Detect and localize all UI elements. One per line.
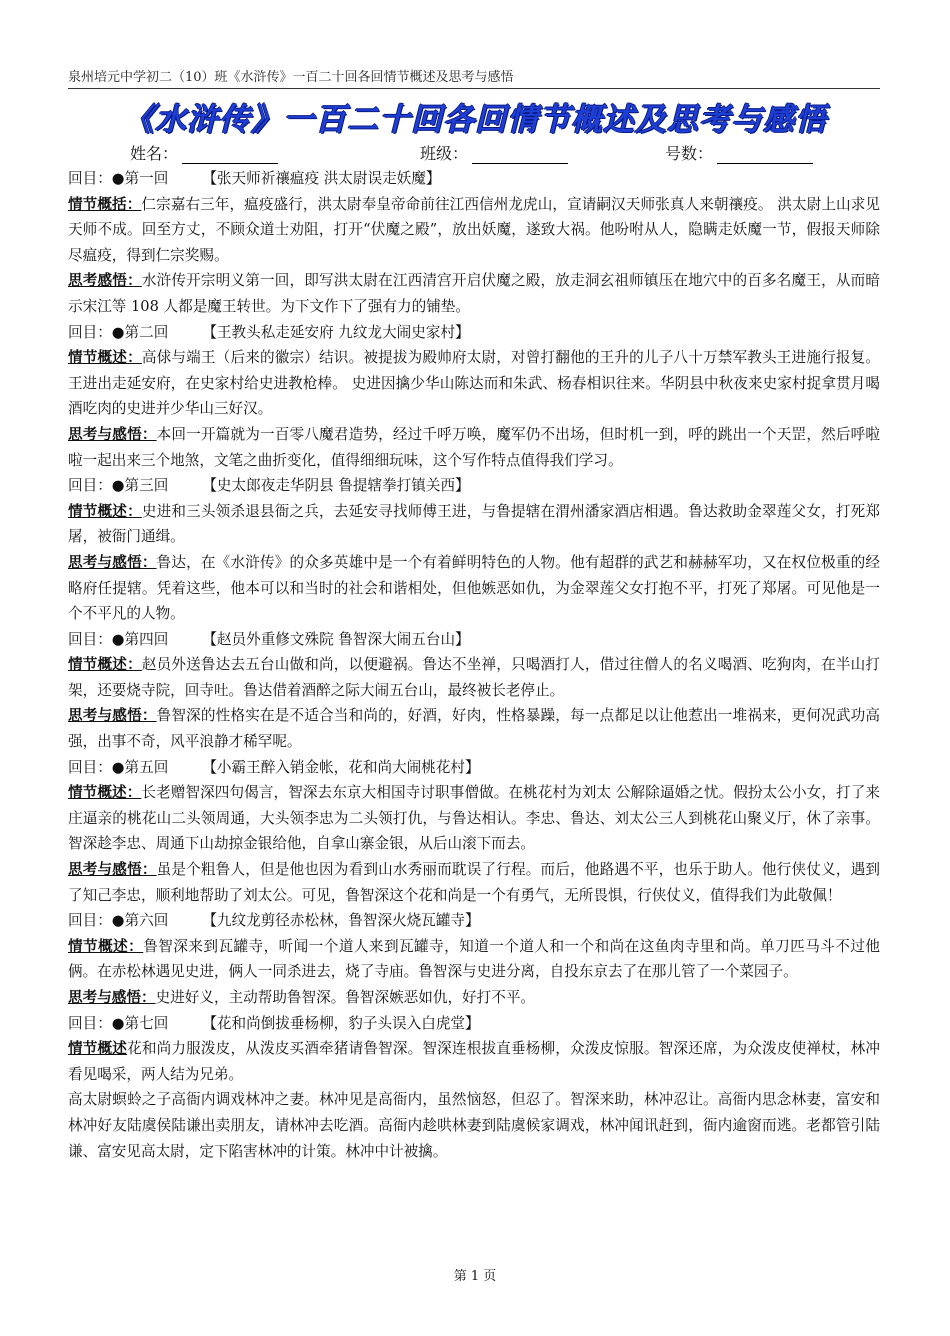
chapter-block bbox=[68, 1011, 880, 1165]
chapter-number: 回目：●第一回 bbox=[68, 170, 169, 187]
chapter-list bbox=[68, 166, 880, 1164]
summary-label: 情节概述： bbox=[68, 656, 142, 674]
chapter-number: 回目：●第三回 bbox=[68, 477, 169, 495]
reflection-label: 思考感悟： bbox=[68, 272, 142, 290]
chapter-reflection bbox=[68, 422, 880, 473]
chapter-heading bbox=[68, 755, 880, 781]
chapter-summary bbox=[68, 652, 880, 703]
reflection-label: 思考与感悟： bbox=[68, 861, 157, 879]
chapter-number: 回目：●第四回 bbox=[68, 630, 169, 648]
chapter-title: 【九纹龙剪径赤松林，鲁智深火烧瓦罐寺】 bbox=[202, 912, 480, 930]
chapter-title: 【赵员外重修文殊院 鲁智深大闹五台山】 bbox=[202, 630, 470, 648]
chapter-summary-continued: 高太尉螟蛉之子高衙内调戏林冲之妻。林冲见是高衙内，虽然恼怒，但忍了。智深来助，林冲忍让。高衙内思念林妻，富安和林冲好友陆虞侯陆谦出卖朋友，请林冲去吃酒。高衙内趁哄林妻到陆虞候家调戏，林冲闻讯赶到，衙内逾窗而逃。老都管引陆谦、富安见高太尉，定下陷害林冲的计策。林冲中计被擒。 bbox=[68, 1091, 880, 1160]
summary-label: 情节概述 bbox=[68, 1040, 128, 1058]
reflection-text: 史进好义，主动帮助鲁智深。鲁智深嫉恶如仇，好打不平。 bbox=[155, 989, 536, 1006]
chapter-title: 【王教头私走延安府 九纹龙大闹史家村】 bbox=[202, 323, 470, 341]
page-number: 第 1 页 bbox=[453, 1269, 497, 1284]
running-header: 泉州培元中学初二（10）班《水浒传》一百二十回各回情节概述及思考与感悟 bbox=[68, 66, 880, 89]
reflection-label: 思考与感悟： bbox=[68, 989, 156, 1006]
page-title: 《水浒传》一百二十回各回情节概述及思考与感悟 bbox=[123, 102, 827, 138]
chapter-title: 【张天师祈禳瘟疫 洪太尉误走妖魔】 bbox=[202, 170, 441, 187]
summary-text: 赵员外送鲁达去五台山做和尚，以便避祸。鲁达不坐禅，只喝酒打人，借过往僧人的名义喝酒、吃狗肉，在半山打架，还要烧寺院，回寺吐。鲁达借着酒醉之际大闹五台山，最终被长老停止。 bbox=[68, 656, 880, 699]
summary-label: 情节概述： bbox=[68, 937, 144, 955]
chapter-summary bbox=[68, 345, 880, 422]
summary-label: 情节概述： bbox=[68, 502, 142, 520]
summary-text: 史进和三头领杀退县衙之兵，去延安寻找师傅王进，与鲁提辖在渭州潘家酒店相遇。鲁达救助金翠莲父女，打死郑屠，被衙门通缉。 bbox=[68, 502, 880, 546]
student-info-fields bbox=[130, 141, 830, 165]
chapter-number: 回目：●第六回 bbox=[68, 912, 169, 930]
reflection-text: 虽是个粗鲁人，但是他也因为看到山水秀丽而耽误了行程。而后，他路遇不平，也乐于助人。他行侠仗义，遇到了知己李忠，顺利地帮助了刘太公。可见，鲁智深这个花和尚是一个有勇气，无所畏惧，行侠仗义，值得我们为此敬佩！ bbox=[68, 861, 880, 904]
summary-text: 鲁智深来到瓦罐寺，听闻一个道人来到瓦罐寺，知道一个道人和一个和尚在这鱼肉寺里和尚。单刀匹马斗不过他俩。在赤松林遇见史进，俩人一同杀进去，烧了寺庙。鲁智深与史进分离，自投东京去了在那儿管了一个菜园子。 bbox=[68, 937, 880, 981]
reflection-text: 鲁智深的性格实在是不适合当和尚的，好酒，好肉，性格暴躁，每一点都足以让他惹出一堆祸来，更何况武功高强，出事不奇，风平浪静才稀罕呢。 bbox=[68, 707, 880, 751]
chapter-block bbox=[68, 166, 880, 320]
reflection-text: 本回一开篇就为一百零八魔君造势，经过千呼万唤，魔军仍不出场，但时机一到，呼的跳出一个天罡，然后呼啦啦一起出来三个地煞，文笔之曲折变化，值得细细玩味，这个写作特点值得我们学习。 bbox=[68, 425, 880, 469]
chapter-reflection bbox=[68, 703, 880, 754]
chapter-number: 回目：●第五回 bbox=[68, 758, 169, 776]
number-field bbox=[665, 141, 813, 164]
chapter-heading bbox=[68, 908, 880, 934]
class-label: 班级： bbox=[420, 144, 469, 163]
number-label: 号数： bbox=[665, 144, 714, 163]
reflection-label: 思考与感悟： bbox=[68, 707, 157, 725]
summary-text: 花和尚力服泼皮，从泼皮买酒牵猪请鲁智深。智深连根拔直垂杨柳，众泼皮惊服。智深还席，为众泼皮使禅杖，林冲看见喝采，两人结为兄弟。 bbox=[68, 1040, 880, 1083]
class-blank bbox=[472, 147, 568, 164]
class-field bbox=[420, 141, 568, 164]
chapter-block bbox=[68, 320, 880, 474]
reflection-label: 思考与感悟： bbox=[68, 553, 157, 571]
reflection-label: 思考与感悟： bbox=[68, 425, 157, 443]
chapter-heading bbox=[68, 1011, 880, 1037]
name-blank bbox=[182, 147, 278, 164]
reflection-text: 水浒传开宗明义第一回，即写洪太尉在江西清宫开启伏魔之殿，放走洞玄祖师镇压在地穴中的百多名魔王，从而暗示宋江等 108 人都是魔王转世。为下文作下了强有力的铺垫。 bbox=[68, 272, 880, 315]
chapter-summary bbox=[68, 934, 880, 985]
chapter-summary bbox=[68, 192, 880, 269]
summary-label: 情节概述： bbox=[68, 784, 142, 802]
chapter-summary bbox=[68, 1036, 880, 1087]
name-label: 姓名： bbox=[130, 144, 179, 163]
chapter-title: 【史太郎夜走华阴县 鲁提辖拳打镇关西】 bbox=[202, 477, 470, 495]
reflection-text: 鲁达，在《水浒传》的众多英雄中是一个有着鲜明特色的人物。他有超群的武艺和赫赫军功，又在权位极重的经略府任提辖。凭着这些，他本可以和当时的社会和谐相处，但他嫉恶如仇，为金翠莲父女打抱不平，打死了郑屠。可见他是一个不平凡的人物。 bbox=[68, 553, 880, 623]
chapter-heading bbox=[68, 166, 880, 192]
chapter-reflection bbox=[68, 857, 880, 908]
chapter-number: 回目：●第七回 bbox=[68, 1014, 169, 1032]
chapter-summary bbox=[68, 499, 880, 550]
summary-text: 高俅与端王（后来的徽宗）结识。被提拔为殿帅府太尉，对曾打翻他的王升的儿子八十万禁军教头王进施行报复。 王进出走延安府，在史家村给史进教枪棒。 史进因擒少华山陈达而和朱武、杨春相识往来。华阴县中秋夜来史家村捉拿贯月喝酒吃肉的史进并少华山三好汉。 bbox=[68, 349, 880, 418]
chapter-reflection bbox=[68, 268, 880, 319]
name-field bbox=[130, 141, 278, 164]
chapter-block bbox=[68, 627, 880, 755]
chapter-summary bbox=[68, 780, 880, 857]
summary-text: 长老赠智深四句偈言，智深去东京大相国寺讨职事僧做。在桃花村为刘太 公解除逼婚之忧。假扮太公小女，打了来庄逼亲的桃花山二头领周通，大头领李忠为二头领打仇，与鲁达相认。李忠、鲁达、刘太公三人到桃花山聚义厅，休了亲事。智深趁李忠、周通下山劫掠金银给他，自拿山寨金银，从后山滚下而去。 bbox=[68, 784, 880, 853]
chapter-block bbox=[68, 755, 880, 909]
summary-label: 情节概述： bbox=[68, 349, 142, 367]
summary-text: 仁宗嘉右三年，瘟疫盛行，洪太尉奉皇帝命前往江西信州龙虎山，宣请嗣汉天师张真人来朝禳疫。 洪太尉上山求见天师不成。回至方丈，不顾众道士劝阻，打开“伏魔之殿”，放出妖魔，遂致大祸。他吩咐从人，隐瞒走妖魔一节，假报天师除尽瘟疫，得到仁宗奖赐。 bbox=[68, 195, 880, 264]
chapter-title: 【花和尚倒拔垂杨柳，豹子头误入白虎堂】 bbox=[202, 1014, 480, 1032]
chapter-reflection bbox=[68, 550, 880, 627]
chapter-block bbox=[68, 473, 880, 627]
chapter-heading bbox=[68, 627, 880, 653]
chapter-heading bbox=[68, 320, 880, 346]
summary-label: 情节概括： bbox=[68, 195, 142, 213]
chapter-title: 【小霸王醉入销金帐，花和尚大闹桃花村】 bbox=[202, 758, 480, 776]
chapter-number: 回目：●第二回 bbox=[68, 323, 169, 341]
number-blank bbox=[717, 147, 813, 164]
chapter-reflection bbox=[68, 985, 880, 1011]
chapter-heading bbox=[68, 473, 880, 499]
chapter-block bbox=[68, 908, 880, 1010]
